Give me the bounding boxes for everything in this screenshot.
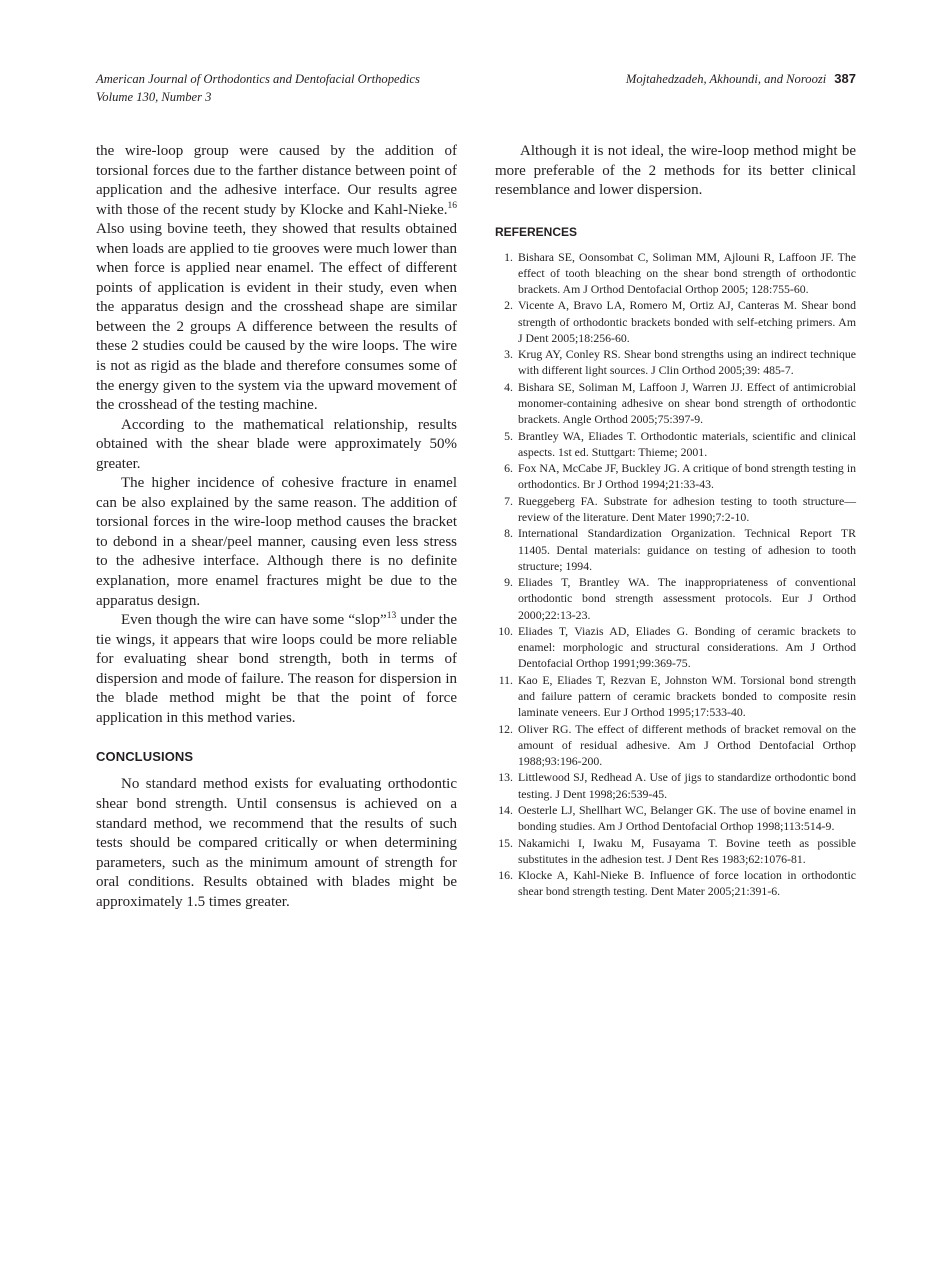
right-column	[495, 142, 856, 900]
reference-item: 6. Fox NA, McCabe JF, Buckley JG. A critique of bond strength testing in orthodontics. Br J Orthod 1994;21:33-43.	[504, 461, 856, 492]
reference-item: 4. Bishara SE, Soliman M, Laffoon J, Warren JJ. Effect of antimicrobial monomer-containing adhesive on shear bond strength of orthodontic brackets. Angle Orthod 2005;75:397-9.	[504, 379, 856, 427]
paragraph-mathematical-relationship: According to the mathematical relationship, results obtained with the shear blade were approximately 50% greater.	[96, 416, 457, 472]
reference-item: 1. Bishara SE, Oonsombat C, Soliman MM, Ajlouni R, Laffoon JF. The effect of tooth bleaching on the shear bond strength of orthodontic brackets. Am J Orthod Dentofacial Orthop 2005; 128:755-60.	[504, 249, 856, 297]
paragraph-cohesive-fracture: The higher incidence of cohesive fracture in enamel can be also explained by the same reason. The addition of torsional forces in the wire-loop method causes the bracket to debond in a shear/peel manner, causing even less stress to the adhesive interface. Although there is no definite explanation, more enamel fractures might be due to the apparatus design.	[96, 475, 457, 609]
paragraph-wire-slop: Even though the wire can have some “slop”$^{13}$ under the tie wings, it appears that wire loops could be more reliable for evaluating shear bond strength, both in terms of dispersion and mode of failure. The reason for dispersion in the blade method might be that the point of force application in this method varies.	[96, 611, 457, 726]
conclusions-heading: CONCLUSIONS	[96, 749, 194, 765]
running-authors: Mojtahedzadeh, Akhoundi, and Noroozi	[625, 72, 827, 86]
paragraph-conclusions: No standard method exists for evaluating orthodontic shear bond strength. Until consensus is achieved on a standard method, we recommend that the results of such tests should be compared critically or when determining parameters, such as the minimum amount of strength for oral conditions. Results obtained with blades might be approximately 1.5 times greater.	[96, 776, 457, 910]
reference-item: 16. Klocke A, Kahl-Nieke B. Influence of force location in orthodontic shear bond strength testing. Dent Mater 2005;21:391-6.	[498, 868, 856, 899]
citation-16: 16	[447, 200, 457, 211]
reference-item: 9. Eliades T, Brantley WA. The inappropriateness of conventional orthodontic bond strength assessment protocols. Eur J Orthod 2000;22:13-23.	[504, 575, 856, 622]
reference-item: 12. Oliver RG. The effect of different methods of bracket removal on the amount of residual adhesive. Am J Orthod Dentofacial Orthop 1988;93:196-200.	[498, 721, 856, 768]
reference-item: 13. Littlewood SJ, Redhead A. Use of jigs to standardize orthodontic bond testing. J Dent 1998;26:539-45.	[498, 770, 856, 801]
reference-item: 5. Brantley WA, Eliades T. Orthodontic materials, scientific and clinical aspects. 1st ed. Stuttgart: Thieme; 2001.	[504, 428, 856, 459]
reference-item: 7. Rueggeberg FA. Substrate for adhesion testing to tooth structure—review of the literature. Dent Mater 1990;7:2-10.	[504, 493, 856, 525]
paragraph-wire-loop-discussion: the wire-loop group were caused by the addition of torsional forces due to the farther distance between point of application and the adhesive interface. Our results agree with those of the recent study by Klocke and Kahl-Nieke.$^{16}$ Also using bovine teeth, they showed that results obtained when loads are applied to tie grooves were much lower than when force is applied near enamel. The effect of different points of application is evident in their study, even when the apparatus design and the crosshead shape are similar between the 2 groups A difference between the results of these 2 studies could be caused by the wire loops. The wire is not as rigid as the blade and therefore consumes some of the energy given to the system via the upward movement of the crosshead of the testing machine.	[96, 143, 457, 414]
paragraph-wire-loop-preference: Although it is not ideal, the wire-loop method might be more preferable of the 2 methods for its better clinical resemblance and lower dispersion.	[495, 143, 856, 199]
references-heading: REFERENCES	[495, 224, 578, 239]
reference-item: 8. International Standardization Organization. Technical Report TR 11405. Dental materials: guidance on testing of adhesion to tooth structure; 1994.	[504, 526, 856, 573]
reference-item: 15. Nakamichi I, Iwaku M, Fusayama T. Bovine teeth as possible substitutes in the adhesion test. J Dent Res 1983;62:1076-81.	[498, 835, 856, 866]
reference-item: 10. Eliades T, Viazis AD, Eliades G. Bonding of ceramic brackets to enamel: morphologic and structural considerations. Am J Orthod Dentofacial Orthop 1991;99:369-75.	[498, 624, 856, 671]
reference-item: 2. Vicente A, Bravo LA, Romero M, Ortiz AJ, Canteras M. Shear bond strength of orthodontic brackets bonded with self-etching primers. Am J Dent 2005;18:256-60.	[504, 298, 856, 345]
running-header-right	[626, 70, 856, 88]
journal-volume: Volume 130, Number 3	[96, 90, 212, 104]
left-column	[96, 142, 457, 912]
reference-item: 11. Kao E, Eliades T, Rezvan E, Johnston WM. Torsional bond strength and failure pattern of ceramic brackets bonded to composite resin laminate veneers. Eur J Orthod 1995;17:533-40.	[498, 672, 856, 720]
journal-title: American Journal of Orthodontics and Dentofacial Orthopedics	[96, 72, 420, 86]
reference-list	[495, 249, 856, 900]
running-header-left	[96, 70, 420, 106]
page-number: 387	[834, 71, 856, 86]
reference-item: 3. Krug AY, Conley RS. Shear bond strengths using an indirect technique with different light sources. J Clin Orthod 2005;39: 485-7.	[504, 347, 856, 378]
citation-13: 13	[386, 611, 397, 622]
reference-item: 14. Oesterle LJ, Shellhart WC, Belanger GK. The use of bovine enamel in bonding studies. Am J Orthod Dentofacial Orthop 1998;113:514-9.	[498, 802, 856, 834]
